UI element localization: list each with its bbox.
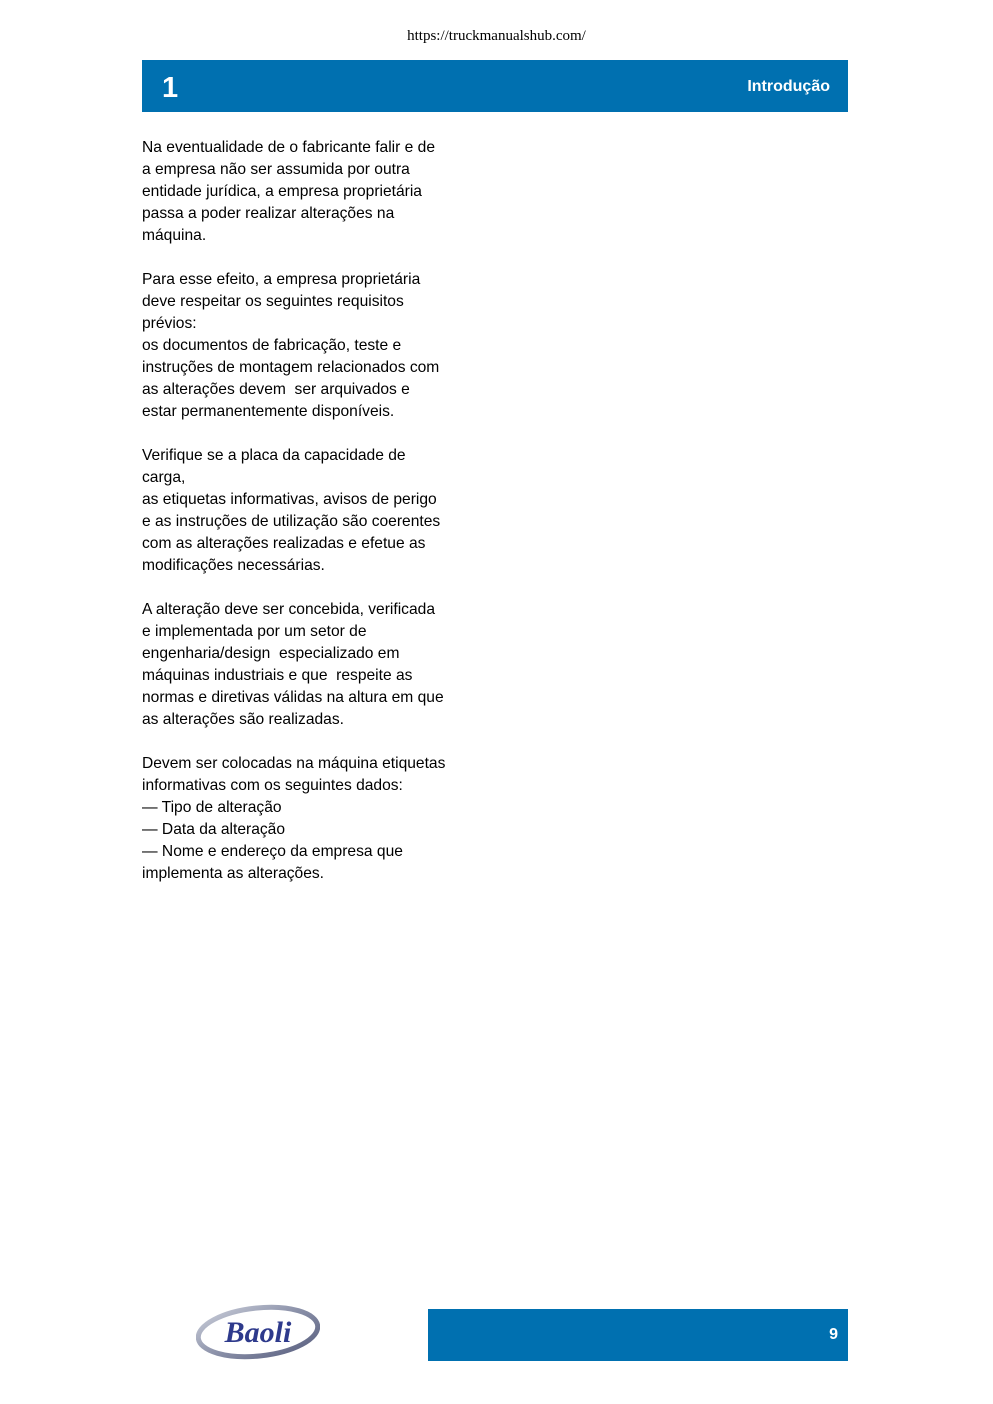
source-url: https://truckmanualshub.com/: [407, 28, 586, 44]
chapter-header-bar: [142, 60, 848, 112]
text-line: carga,: [142, 469, 186, 486]
text-line: Para esse efeito, a empresa proprietária: [142, 271, 421, 288]
paragraph: [142, 445, 482, 577]
text-line: Devem ser colocadas na máquina etiquetas: [142, 755, 446, 772]
text-line: informativas com os seguintes dados:: [142, 777, 403, 794]
paragraph: [142, 599, 482, 731]
text-line: engenharia/design especializado em: [142, 645, 400, 662]
body-text: [142, 137, 482, 907]
text-line: as etiquetas informativas, avisos de perigo: [142, 491, 437, 508]
chapter-number: 1: [162, 72, 179, 104]
chapter-title: Introdução: [747, 78, 830, 95]
list-item: — Data da alteração: [142, 821, 286, 838]
text-line: instruções de montagem relacionados com: [142, 359, 440, 376]
text-line: as alterações devem ser arquivados e: [142, 381, 410, 398]
baoli-logo: [196, 1300, 320, 1362]
text-line: com as alterações realizadas e efetue as: [142, 535, 426, 552]
text-line: Verifique se a placa da capacidade de: [142, 447, 406, 464]
text-line: Na eventualidade de o fabricante falir e de: [142, 139, 436, 156]
footer-bar: [428, 1309, 848, 1361]
text-line: passa a poder realizar alterações na: [142, 205, 395, 222]
text-line: e implementada por um setor de: [142, 623, 367, 640]
text-line: normas e diretivas válidas na altura em que: [142, 689, 444, 706]
list-item: — Nome e endereço da empresa que: [142, 843, 403, 860]
text-line: estar permanentemente disponíveis.: [142, 403, 395, 420]
paragraph: [142, 269, 482, 423]
text-line: e as instruções de utilização são coerentes: [142, 513, 441, 530]
text-line: A alteração deve ser concebida, verificada: [142, 601, 435, 618]
text-line: implementa as alterações.: [142, 865, 325, 882]
text-line: as alterações são realizadas.: [142, 711, 344, 728]
list-item: — Tipo de alteração: [142, 799, 282, 816]
text-line: entidade jurídica, a empresa proprietária: [142, 183, 422, 200]
paragraph: [142, 753, 482, 885]
text-line: deve respeitar os seguintes requisitos: [142, 293, 404, 310]
text-line: máquinas industriais e que respeite as: [142, 667, 413, 684]
text-line: modificações necessárias.: [142, 557, 325, 574]
text-line: os documentos de fabricação, teste e: [142, 337, 402, 354]
text-line: a empresa não ser assumida por outra: [142, 161, 410, 178]
page-number: 9: [829, 1326, 838, 1343]
paragraph: [142, 137, 482, 247]
text-line: prévios:: [142, 315, 197, 332]
text-line: máquina.: [142, 227, 207, 244]
logo-text: Baoli: [224, 1316, 292, 1349]
